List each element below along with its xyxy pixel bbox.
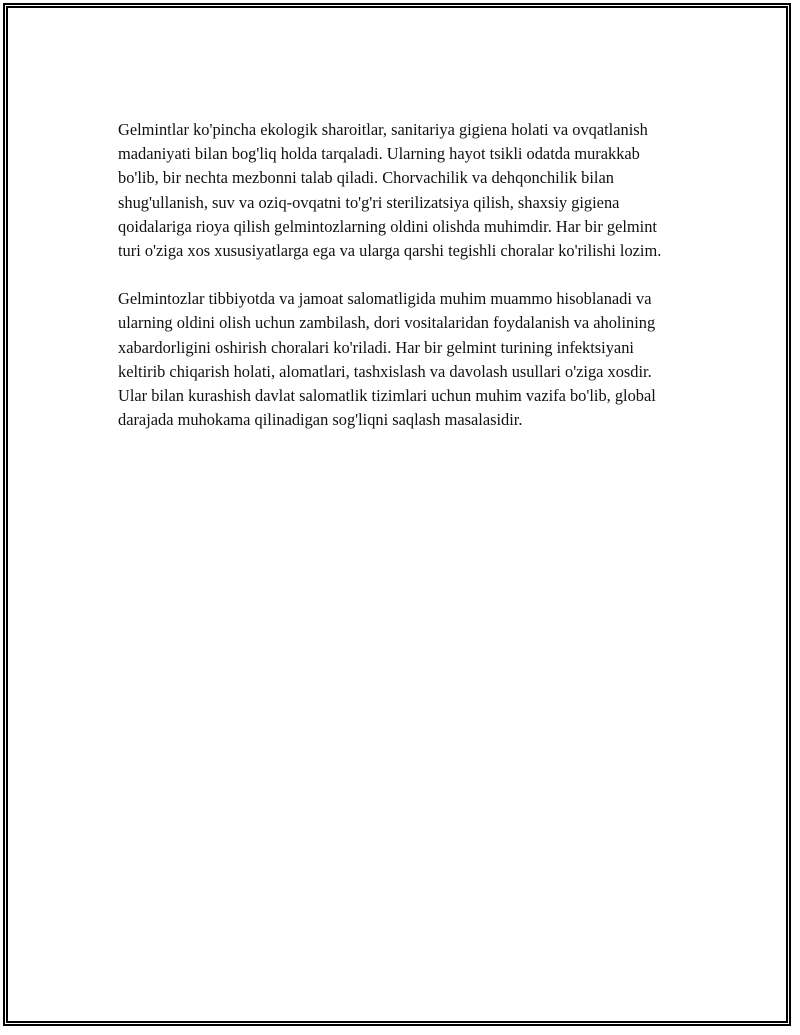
paragraph-2: Gelmintozlar tibbiyotda va jamoat salomatligida muhim muammo hisoblanadi va ularning oldini olish uchun zambilash, dori vositalaridan foydalanish va aholining xabardorligini oshirish choralari ko'riladi. Har bir gelmint turining infektsiyani keltirib chiqarish holati, alomatlari, tashxislash va davolash usullari o'ziga xosdir. Ular bilan kurashish davlat salomatlik tizimlari uchun muhim vazifa bo'lib, global darajada muhokama qilinadigan sog'liqni saqlash masalasidir. xyxy=(118,289,656,430)
paragraph-1: Gelmintlar ko'pincha ekologik sharoitlar, sanitariya gigiena holati va ovqatlanish madaniyati bilan bog'liq holda tarqaladi. Ularning hayot tsikli odatda murakkab bo'lib, bir nechta mezbonni talab qiladi. Chorvachilik va dehqonchilik bilan shug'ullanish, suv va oziq-ovqatni to'g'ri sterilizatsiya qilish, shaxsiy gigiena qoidalariga rioya qilish gelmintozlarning oldini olishda muhimdir. Har bir gelmint turi o'ziga xos xususiyatlarga ega va ularga qarshi tegishli choralar ko'rilishi lozim. xyxy=(118,120,662,261)
document-body xyxy=(118,118,683,456)
